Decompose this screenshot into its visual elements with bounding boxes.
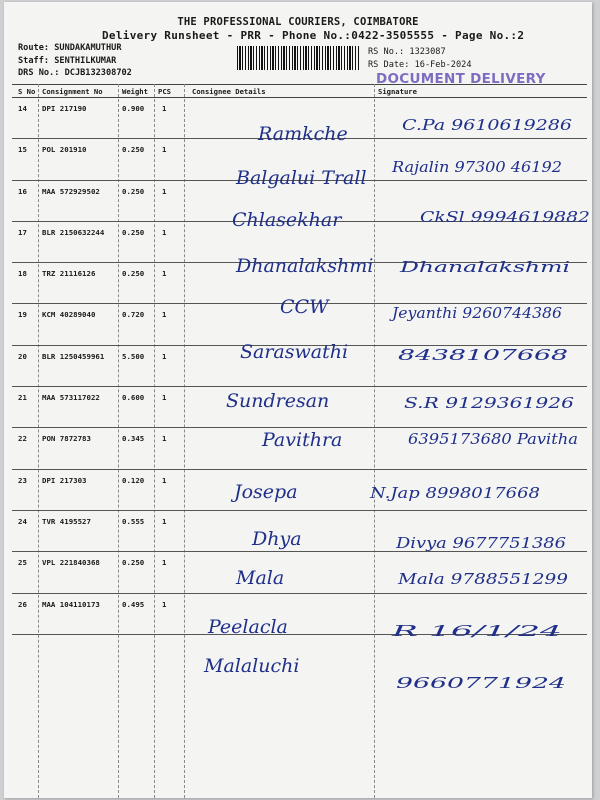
table-row: [12, 428, 587, 469]
column-header-row: [12, 84, 587, 98]
sno-cell: 25: [18, 558, 27, 568]
weight-cell: 0.250: [122, 558, 145, 568]
handwritten-signature: C.Pa 9610619286: [402, 116, 573, 134]
handwritten-consignee: Mala: [236, 567, 285, 589]
meta-left-block: [18, 42, 132, 80]
table-row: [12, 139, 587, 180]
table-row: [12, 470, 587, 511]
rs-date-value: 16-Feb-2024: [414, 59, 472, 70]
weight-cell: 0.120: [122, 475, 145, 485]
handwritten-consignee: Peelacla: [208, 616, 288, 638]
handwritten-consignee: CCW: [280, 296, 329, 318]
sno-cell: 16: [18, 186, 27, 196]
sno-cell: 22: [18, 434, 27, 444]
table-row: [12, 181, 587, 222]
consignment-cell: TRZ 21116126: [42, 269, 96, 279]
handwritten-signature: Jeyanthi 9260744386: [388, 304, 563, 322]
company-title: THE PROFESSIONAL COURIERS, COIMBATORE: [177, 16, 419, 28]
handwritten-consignee: Josepa: [234, 481, 298, 503]
consignment-cell: DPI 217303: [42, 475, 87, 485]
consignment-cell: KCM 40289040: [42, 310, 96, 320]
pcs-cell: 1: [162, 599, 167, 609]
route-label: Route:: [18, 43, 50, 53]
consignment-cell: VPL 221840368: [42, 558, 100, 568]
weight-cell: 5.500: [122, 351, 145, 361]
handwritten-signature: Dhanalakshmi: [398, 258, 571, 276]
staff-label: Staff:: [18, 55, 50, 66]
col-signature: Signature: [378, 87, 417, 96]
consignment-cell: MAA 104110173: [42, 599, 100, 609]
consignment-cell: BLR 1250459961: [42, 351, 105, 361]
weight-cell: 0.250: [122, 269, 145, 279]
col-pcs: PCS: [158, 87, 171, 96]
handwritten-signature: Mala 9788551299: [396, 570, 569, 588]
barcode: [237, 46, 359, 70]
table-row: [12, 98, 587, 139]
handwritten-signature: N.Jap 8998017668: [368, 484, 540, 502]
drs-value: DCJB132308702: [64, 68, 132, 78]
handwritten-signature: Divya 9677751386: [394, 534, 567, 552]
table-row: [12, 222, 587, 263]
handwritten-signature: 6395173680 Pavitha: [408, 430, 578, 448]
pcs-cell: 1: [162, 310, 167, 320]
pcs-cell: 1: [162, 227, 167, 237]
weight-cell: 0.600: [122, 393, 145, 403]
sno-cell: 14: [18, 104, 27, 113]
sno-cell: 24: [18, 516, 27, 526]
sno-cell: 23: [18, 475, 27, 485]
runsheet-table: [12, 98, 587, 635]
pcs-cell: 1: [162, 393, 167, 403]
pcs-cell: 1: [162, 145, 167, 155]
rs-date-label: RS Date:: [368, 59, 410, 70]
pcs-cell: 1: [162, 516, 167, 526]
handwritten-signature: 8438107668: [398, 346, 568, 364]
weight-cell: 0.250: [122, 186, 145, 196]
col-consignee: Consignee Details: [192, 87, 266, 96]
table-row: [12, 511, 587, 552]
weight-cell: 0.555: [122, 516, 145, 526]
handwritten-signature: R 16/1/24: [389, 622, 562, 640]
handwritten-signature: S.R 9129361926: [404, 394, 575, 412]
handwritten-consignee: Sundresan: [226, 390, 330, 412]
handwritten-consignee: Saraswathi: [240, 341, 349, 363]
pcs-cell: 1: [162, 475, 167, 485]
handwritten-signature: Rajalin 97300 46192: [390, 158, 562, 176]
sno-cell: 21: [18, 393, 27, 403]
col-weight: Weight: [122, 87, 148, 96]
consignment-cell: MAA 572929502: [42, 186, 100, 196]
weight-cell: 0.250: [122, 227, 145, 237]
runsheet-page: [4, 2, 592, 798]
pcs-cell: 1: [162, 434, 167, 444]
table-row: [12, 594, 587, 635]
consignment-cell: PON 7872783: [42, 434, 91, 444]
sno-cell: 15: [18, 145, 27, 155]
runsheet-subtitle: Delivery Runsheet - PRR - Phone No.:0422-3505555 - Page No.:2: [102, 29, 525, 42]
sno-cell: 18: [18, 269, 27, 279]
route-value: SUNDAKAMUTHUR: [54, 43, 122, 53]
table-row: [12, 552, 587, 593]
consignment-cell: BLR 2150632244: [42, 227, 105, 237]
table-row: [12, 304, 587, 345]
handwritten-consignee: Chlasekhar: [232, 209, 342, 231]
handwritten-signature: 9660771924: [396, 674, 566, 692]
handwritten-consignee: Ramkche: [258, 123, 348, 145]
consignment-cell: MAA 573117022: [42, 393, 100, 403]
handwritten-consignee: Balgalui Trall: [236, 167, 367, 189]
rs-no-label: RS No.:: [368, 47, 405, 57]
handwritten-signature: CkSl 9994619882: [420, 208, 590, 226]
pcs-cell: 1: [162, 269, 167, 279]
handwritten-consignee: Dhya: [252, 528, 302, 550]
sno-cell: 20: [18, 351, 27, 361]
sno-cell: 26: [18, 599, 27, 609]
pcs-cell: 1: [162, 351, 167, 361]
handwritten-consignee: Pavithra: [262, 429, 343, 451]
table-row: [12, 263, 587, 304]
rs-no-value: 1323087: [409, 47, 446, 57]
meta-right-block: [368, 46, 472, 71]
weight-cell: 0.495: [122, 599, 145, 609]
table-row: [12, 346, 587, 387]
weight-cell: 0.345: [122, 434, 145, 444]
consignment-cell: TVR 4195527: [42, 516, 91, 526]
handwritten-consignee: Dhanalakshmi: [236, 255, 374, 277]
drs-label: DRS No.:: [18, 68, 60, 78]
pcs-cell: 1: [162, 558, 167, 568]
sno-cell: 17: [18, 227, 27, 237]
staff-value: SENTHILKUMAR: [54, 55, 117, 66]
col-consignment: Consignment No: [42, 87, 103, 96]
consignment-cell: DPI 217190: [42, 104, 87, 113]
sno-cell: 19: [18, 310, 27, 320]
pcs-cell: 1: [162, 186, 167, 196]
col-sno: S No: [18, 87, 36, 96]
pcs-cell: 1: [162, 104, 167, 113]
consignment-cell: POL 201910: [42, 145, 87, 155]
document-delivery-stamp: DOCUMENT DELIVERY: [376, 71, 546, 87]
weight-cell: 0.720: [122, 310, 145, 320]
weight-cell: 0.250: [122, 145, 145, 155]
handwritten-consignee: Malaluchi: [204, 655, 300, 677]
table-row: [12, 387, 587, 428]
weight-cell: 0.900: [122, 104, 145, 113]
